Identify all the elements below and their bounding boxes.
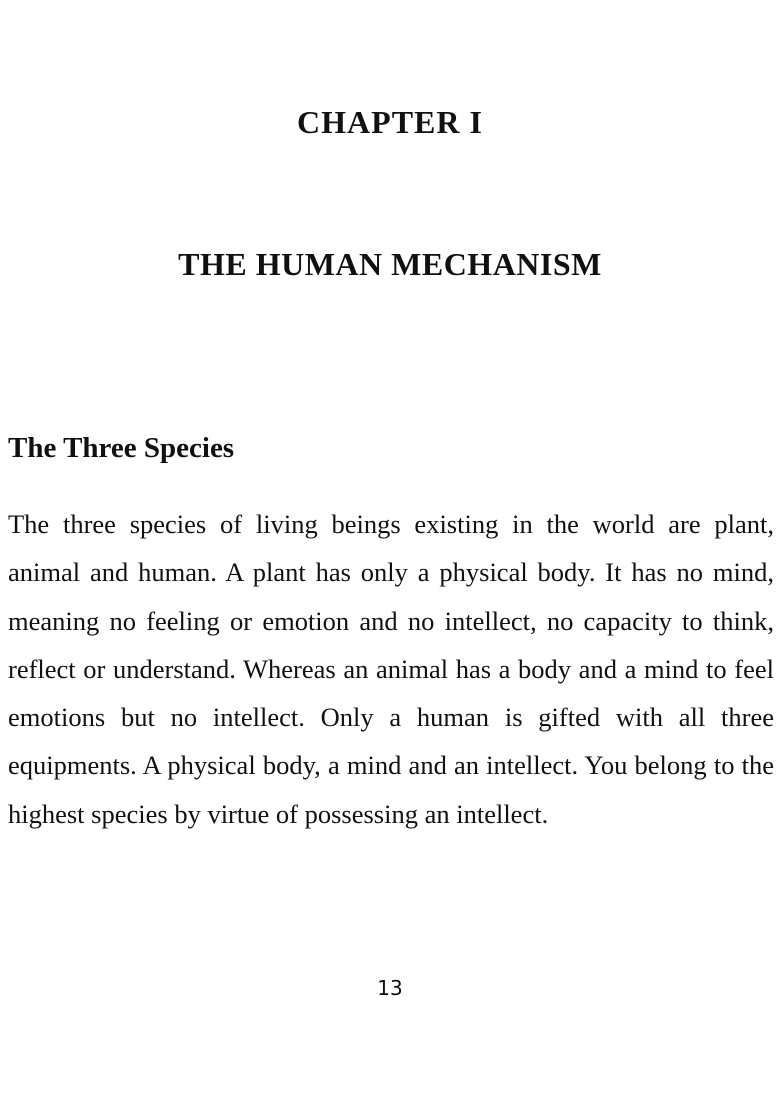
page-number: 13	[377, 976, 403, 1000]
chapter-number: CHAPTER I	[297, 104, 483, 140]
section-heading: The Three Species	[8, 432, 235, 464]
chapter-title: THE HUMAN MECHANISM	[178, 246, 602, 282]
body-paragraph: The three species of living beings existing in the world are plant, animal and human. A plant has only a physical body. It has no mind, meaning no feeling or emotion and no intellect, no capacity to think, reflect or understand. Whereas an animal has a body and a mind to feel emotions but no intellect. Only a human is gifted with all three equipments. A physical body, a mind and an intellect. You belong to the highest species by virtue of possessing an intellect.	[8, 509, 774, 829]
